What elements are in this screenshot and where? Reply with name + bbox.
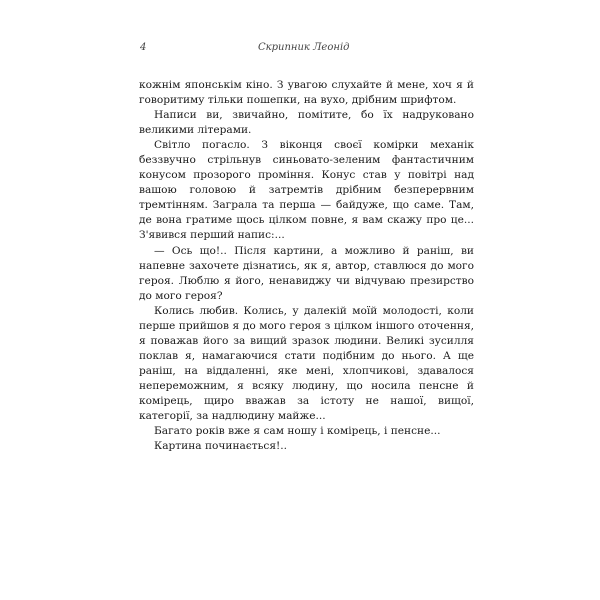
paragraph-7: Картина починається!.. (154, 440, 288, 453)
header-author: Скрипник Леонід (258, 42, 350, 53)
page-number: 4 (140, 42, 147, 53)
paragraph-1: кожнім японськім кіно. З увагою слухайте й мене, хоч я й говоритиму тільки пошепки, на вухо, дрібним шрифтом. (139, 79, 474, 107)
paragraph-2: Написи ви, звичайно, помітите, бо їх надруковано великими літерами. (139, 109, 474, 137)
running-header (140, 42, 480, 56)
paragraph-5: Колись любив. Колись, у далекій моїй молодості, коли перше прийшов я до мого героя з цілком іншого оточення, я поважав його за вищий зразок людини. Великі зусилля поклав я, намагаючися стати подібним до нього. А ще раніш, на віддаленні, яке мені, хлопчикові, здавалося непереможним, я всяку людину, що носила пенсне й комірець, щиро вважав за істоту не нашої, вищої, категорії, за надлюдину майже... (139, 304, 474, 423)
paragraph-4: — Ось що!.. Після картини, а можливо й раніш, ви напевне захочете дізнатись, як я, автор, ставлюся до мого героя. Люблю я його, ненавиджу чи відчуваю презирство до мого героя? (139, 244, 474, 302)
paragraph-3: Світло погасло. З віконця своєї комірки механік беззвучно стрільнув синьовато-зеленим фантастичним конусом прозорого проміння. Конус став у повітрі над вашою головою й затремтів дрібним безперервним тремтінням. Заграла та перша — байдуже, що саме. Там, де вона гратиме щось цілком повне, я вам скажу про це... З'явився перший напис:... (139, 139, 474, 242)
paragraph-6: Багато років вже я сам ношу і комірець, і пенсне... (154, 425, 441, 438)
body-text (139, 78, 474, 454)
